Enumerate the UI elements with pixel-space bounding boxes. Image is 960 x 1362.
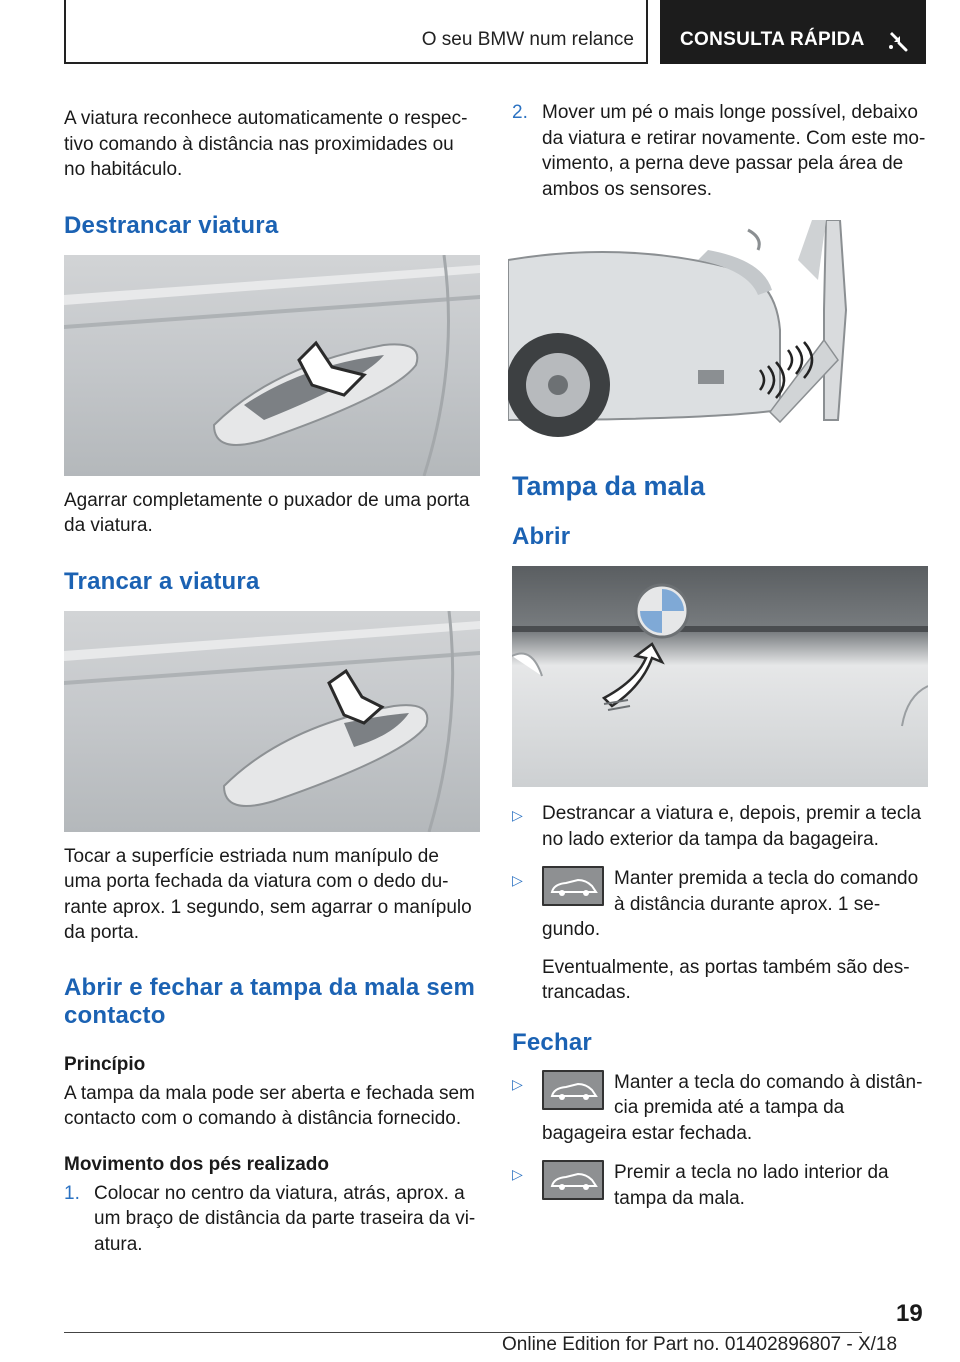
chapter-tab[interactable]: [660, 0, 926, 64]
bullet-icon: ▷: [512, 807, 523, 823]
bullet-text: Premir a tecla no lado interior da tampa da mala.: [614, 1162, 889, 1209]
lock-heading: Trancar a viatura: [64, 567, 260, 595]
step-2: [512, 100, 928, 202]
step-text: Mover um pé o mais longe possível, debaixo da viatura e retirar novamente. Com este mo-vimento, a perna deve passar pela área de ambos os sensores.: [542, 102, 926, 200]
foot-movement-illustration: [508, 220, 868, 440]
right-column: [512, 100, 928, 1211]
close-bullet-1: [512, 1070, 928, 1147]
bullet-icon: ▷: [512, 1075, 523, 1092]
door-handle-lock-illustration: [64, 611, 480, 832]
footer-divider: [64, 1332, 862, 1333]
trunk-heading: Tampa da mala: [512, 471, 706, 501]
unlock-heading: Destrancar viatura: [64, 211, 279, 239]
step-number: 1.: [64, 1182, 80, 1204]
close-bullet-2: [512, 1160, 928, 1211]
open-bullet-1: [512, 801, 928, 852]
left-column: [64, 106, 480, 1257]
movement-heading: Movimento dos pés realizado: [64, 1153, 329, 1175]
step-number: 2.: [512, 102, 528, 123]
page-number: 19: [896, 1300, 923, 1327]
step-text: Colocar no centro da viatura, atrás, aprox. a um braço de distância da parte traseira da vi-atura.: [94, 1182, 476, 1255]
bullet-text: Manter a tecla do comando à distân-cia premida até a tampa da bagageira estar fechada.: [542, 1071, 923, 1144]
lock-text: Tocar a superfície estriada num manípulo de uma porta fechada da viatura com o dedo du-rante aprox. 1 segundo, sem agarrar o manípulo da porta.: [64, 845, 472, 943]
section-tab[interactable]: [64, 0, 648, 64]
close-heading: Fechar: [512, 1028, 592, 1056]
contactless-heading: Abrir e fechar a tampa da mala sem contacto: [64, 973, 475, 1029]
unlock-text: Agarrar completamente o puxador de uma porta da viatura.: [64, 489, 470, 536]
edition-note: Online Edition for Part no. 01402896807 - X/18: [502, 1334, 898, 1355]
step-1: [64, 1181, 480, 1258]
remote-trunk-key-icon: [542, 866, 604, 906]
chapter-title: CONSULTA RÁPIDA: [680, 29, 865, 50]
trunk-button-illustration: [512, 566, 928, 787]
open-heading: Abrir: [512, 523, 571, 550]
remote-trunk-key-icon: [542, 1070, 604, 1110]
open-bullet-2: [512, 866, 928, 1006]
bullet-icon: ▷: [512, 1166, 523, 1182]
bullet-text: Destrancar a viatura e, depois, premir a tecla no lado exterior da tampa da bagageira.: [542, 803, 922, 850]
door-handle-unlock-illustration: [64, 255, 480, 476]
principle-heading: Princípio: [64, 1053, 146, 1075]
page-header: [64, 0, 926, 64]
bullet-note: Eventualmente, as portas também são des-trancadas.: [542, 956, 910, 1003]
quick-reference-icon: [886, 30, 910, 52]
bullet-icon: ▷: [512, 872, 523, 888]
section-title: O seu BMW num relance: [421, 29, 634, 50]
intro-paragraph: A viatura reconhece automaticamente o respec-tivo comando à distância nas proximidades ou no habitáculo.: [64, 108, 468, 180]
bullet-text: Manter premida a tecla do comando à distância durante aprox. 1 se-gundo.: [542, 868, 919, 940]
interior-trunk-button-icon: [542, 1160, 604, 1200]
principle-text: A tampa da mala pode ser aberta e fechada sem contacto com o comando à distância fornecido.: [64, 1082, 475, 1129]
